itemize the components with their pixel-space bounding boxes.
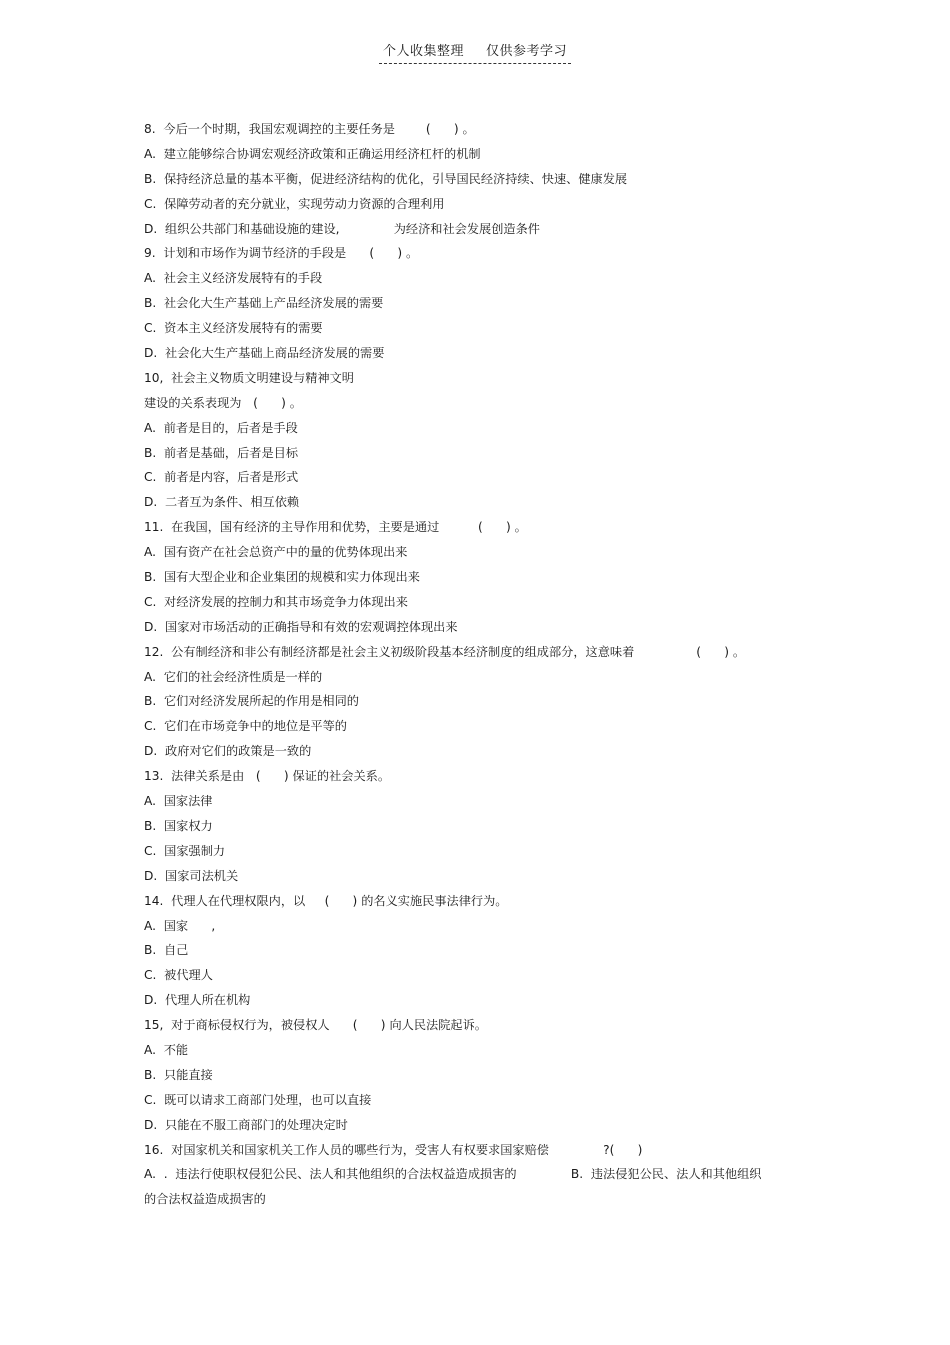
question-8: 8. 今后一个时期，我国宏观调控的主要任务是 ( ) 。	[144, 122, 475, 136]
option-14b: B. 自己	[144, 943, 189, 958]
option-11a: A. 国有资产在社会总资产中的量的优势体现出来	[144, 545, 408, 560]
option-8a: A. 建立能够综合协调宏观经济政策和正确运用经济杠杆的机制	[144, 146, 481, 161]
question-15: 15, 对于商标侵权行为，被侵权人 ( ) 向人民法院起诉。	[144, 1018, 487, 1033]
question-10: 10, 社会主义物质文明建设与精神文明	[144, 370, 354, 385]
document-body	[144, 117, 824, 1212]
option-12c: C. 它们在市场竞争中的地位是平等的	[144, 719, 347, 734]
option-15b: B. 只能直接	[144, 1067, 213, 1082]
option-10d: D. 二者互为条件、相互依赖	[144, 495, 300, 510]
header-text	[379, 40, 571, 64]
option-14c: C. 被代理人	[144, 968, 213, 983]
option-8d: D. 组织公共部门和基础设施的建设, 为经济和社会发展创造条件	[144, 221, 540, 236]
question-16: 16. 对国家机关和国家机关工作人员的哪些行为，受害人有权要求国家赔偿 ?( )	[144, 1142, 643, 1157]
option-11c: C. 对经济发展的控制力和其市场竞争力体现出来	[144, 594, 408, 609]
header-right: 仅供参考学习	[486, 44, 568, 59]
option-12b: B. 它们对经济发展所起的作用是相同的	[144, 694, 359, 709]
option-8c: C. 保障劳动者的充分就业，实现劳动力资源的合理利用	[144, 196, 445, 211]
option-14a: A. 国家 ,	[144, 918, 216, 933]
option-15d: D. 只能在不服工商部门的处理决定时	[144, 1117, 348, 1132]
question-14: 14. 代理人在代理权限内，以 ( ) 的名义实施民事法律行为。	[144, 893, 508, 908]
option-12d: D. 政府对它们的政策是一致的	[144, 744, 312, 759]
option-15c: C. 既可以请求工商部门处理，也可以直接	[144, 1092, 372, 1107]
question-13: 13. 法律关系是由 ( ) 保证的社会关系。	[144, 769, 391, 784]
question-12: 12. 公有制经济和非公有制经济都是社会主义初级阶段基本经济制度的组成部分，这意味着 ( ) 。	[144, 644, 746, 659]
question-9: 9. 计划和市场作为调节经济的手段是 ( ) 。	[144, 246, 419, 261]
option-13c: C. 国家强制力	[144, 843, 226, 858]
question-10-cont: 建设的关系表现为 ( ) 。	[144, 395, 302, 410]
option-10a: A. 前者是目的，后者是手段	[144, 420, 298, 435]
option-15a: A. 不能	[144, 1042, 189, 1057]
option-12a: A. 它们的社会经济性质是一样的	[144, 669, 323, 684]
header-left: 个人收集整理	[382, 44, 464, 59]
option-13d: D. 国家司法机关	[144, 868, 239, 883]
option-14d: D. 代理人所在机构	[144, 993, 251, 1008]
option-9a: A. 社会主义经济发展特有的手段	[144, 271, 323, 286]
question-11: 11. 在我国，国有经济的主导作用和优势，主要是通过 ( ) 。	[144, 520, 527, 535]
page-header	[0, 40, 950, 64]
option-13a: A. 国家法律	[144, 794, 213, 809]
option-9d: D. 社会化大生产基础上商品经济发展的需要	[144, 346, 385, 361]
option-10b: B. 前者是基础，后者是目标	[144, 445, 299, 460]
option-11d: D. 国家对市场活动的正确指导和有效的宏观调控体现出来	[144, 619, 458, 634]
option-11b: B. 国有大型企业和企业集团的规模和实力体现出来	[144, 570, 420, 585]
option-16ab: A. . 违法行使职权侵犯公民、法人和其他组织的合法权益造成损害的 B. 违法侵犯公民、法人和其他组织	[144, 1167, 762, 1182]
option-16b-cont: 的合法权益造成损害的	[144, 1192, 266, 1207]
option-9b: B. 社会化大生产基础上产品经济发展的需要	[144, 296, 384, 311]
option-9c: C. 资本主义经济发展特有的需要	[144, 321, 323, 336]
option-10c: C. 前者是内容，后者是形式	[144, 470, 299, 485]
option-8b: B. 保持经济总量的基本平衡，促进经济结构的优化，引导国民经济持续、快速、健康发展	[144, 171, 628, 186]
option-13b: B. 国家权力	[144, 818, 213, 833]
